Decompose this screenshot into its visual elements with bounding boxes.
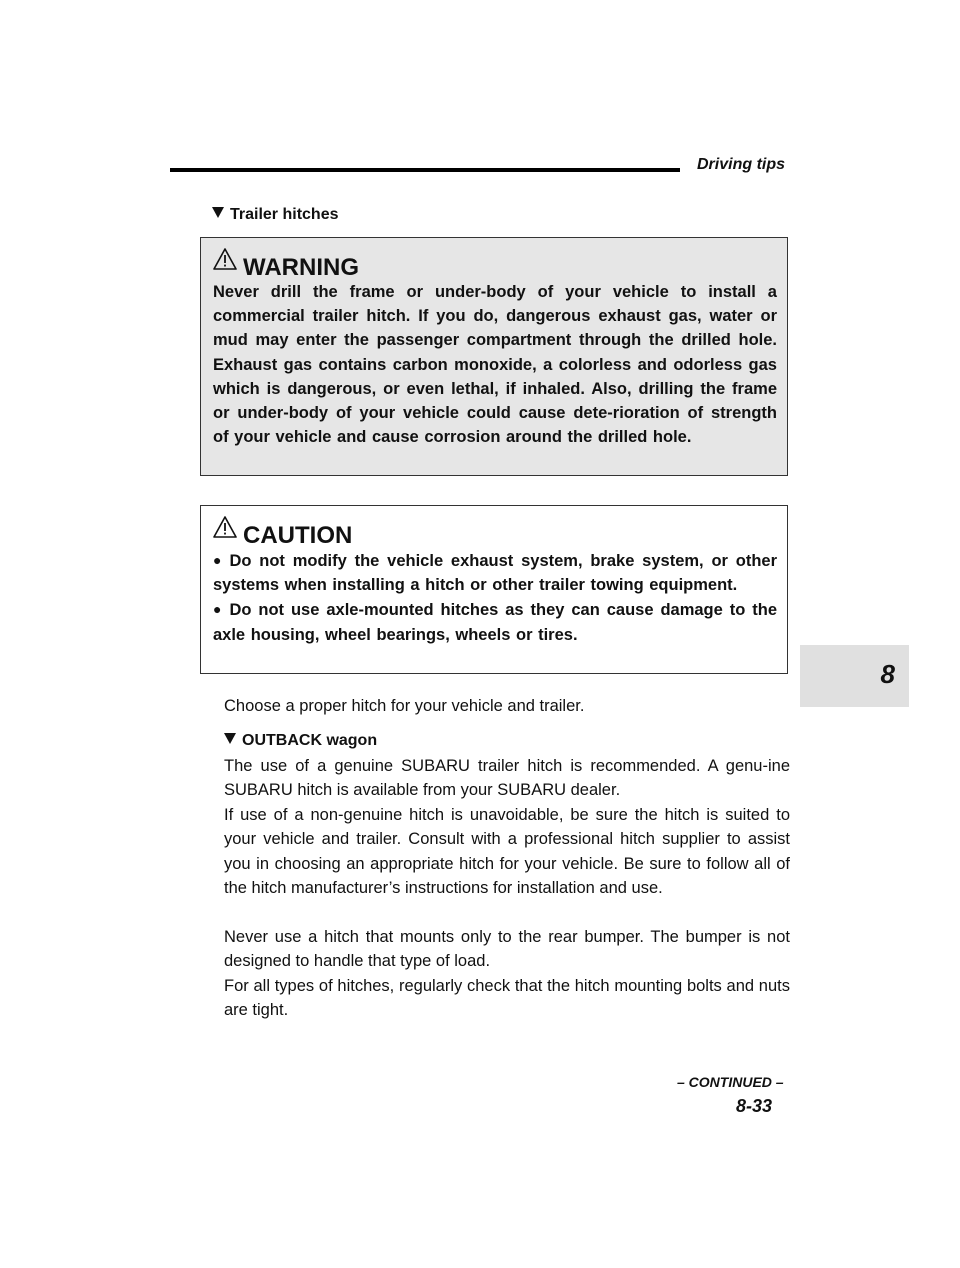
body-paragraph: For all types of hitches, regularly check that the hitch mounting bolts and nuts are tight. — [224, 977, 790, 1020]
warning-text: Never drill the frame or under-body of your vehicle to install a commercial trailer hitch. If you do, dangerous exhaust gas, water or mud may enter the passenger compartment through the drilled hole. Exhaust gas contains carbon monoxide, a colorless and odorless gas which is dangerous, or even lethal, if inhaled. Also, drilling the frame or under-body of your vehicle could cause dete-rioration of strength of your vehicle and cause corrosion around the drilled hole. — [213, 283, 777, 447]
page-number: 8-33 — [736, 1096, 773, 1116]
continued-label: – CONTINUED – — [677, 1074, 784, 1090]
intro-text: Choose a proper hitch for your vehicle and trailer. — [224, 697, 585, 715]
bullet-icon: ● — [213, 601, 222, 618]
caution-header — [213, 518, 777, 548]
header-rule — [170, 168, 680, 172]
warning-triangle-icon — [213, 248, 237, 270]
body-paragraph: If use of a non-genuine hitch is unavoidable, be sure the hitch is suited to your vehicle and trailer. Consult with a professional hitch supplier to assist you in choosing an appropriate hitch for your vehicle. Be sure to follow all of the hitch manufacturer’s instructions for installation and use. — [224, 806, 790, 897]
body-paragraph: The use of a genuine SUBARU trailer hitch is recommended. A genu-ine SUBARU hitch is available from your SUBARU dealer. — [224, 757, 790, 800]
warning-header — [213, 250, 777, 280]
caution-bullet: ● Do not use axle-mounted hitches as they can cause damage to the axle housing, wheel bearings, wheels or tires. — [213, 597, 777, 646]
subhead-label: Trailer hitches — [230, 206, 339, 223]
caution-bullet: ● Do not modify the vehicle exhaust system, brake system, or other systems when installing a hitch or other trailer towing equipment. — [213, 548, 777, 597]
subhead-outback-wagon — [224, 732, 377, 750]
caution-box — [200, 505, 788, 674]
triangle-down-icon — [224, 733, 236, 744]
chapter-tab — [800, 645, 909, 707]
section-title: Driving tips — [697, 156, 786, 173]
body-paragraph: Never use a hitch that mounts only to the rear bumper. The bumper is not designed to handle that type of load. — [224, 928, 790, 971]
bullet-icon: ● — [213, 552, 222, 568]
triangle-down-icon — [212, 207, 224, 218]
subhead-trailer-hitches — [212, 206, 339, 224]
warning-box — [200, 237, 788, 476]
chapter-number: 8 — [880, 659, 895, 689]
caution-title: CAUTION — [243, 522, 353, 549]
subhead-label: OUTBACK wagon — [242, 732, 378, 749]
warning-title: WARNING — [243, 254, 359, 281]
warning-triangle-icon — [213, 516, 237, 538]
